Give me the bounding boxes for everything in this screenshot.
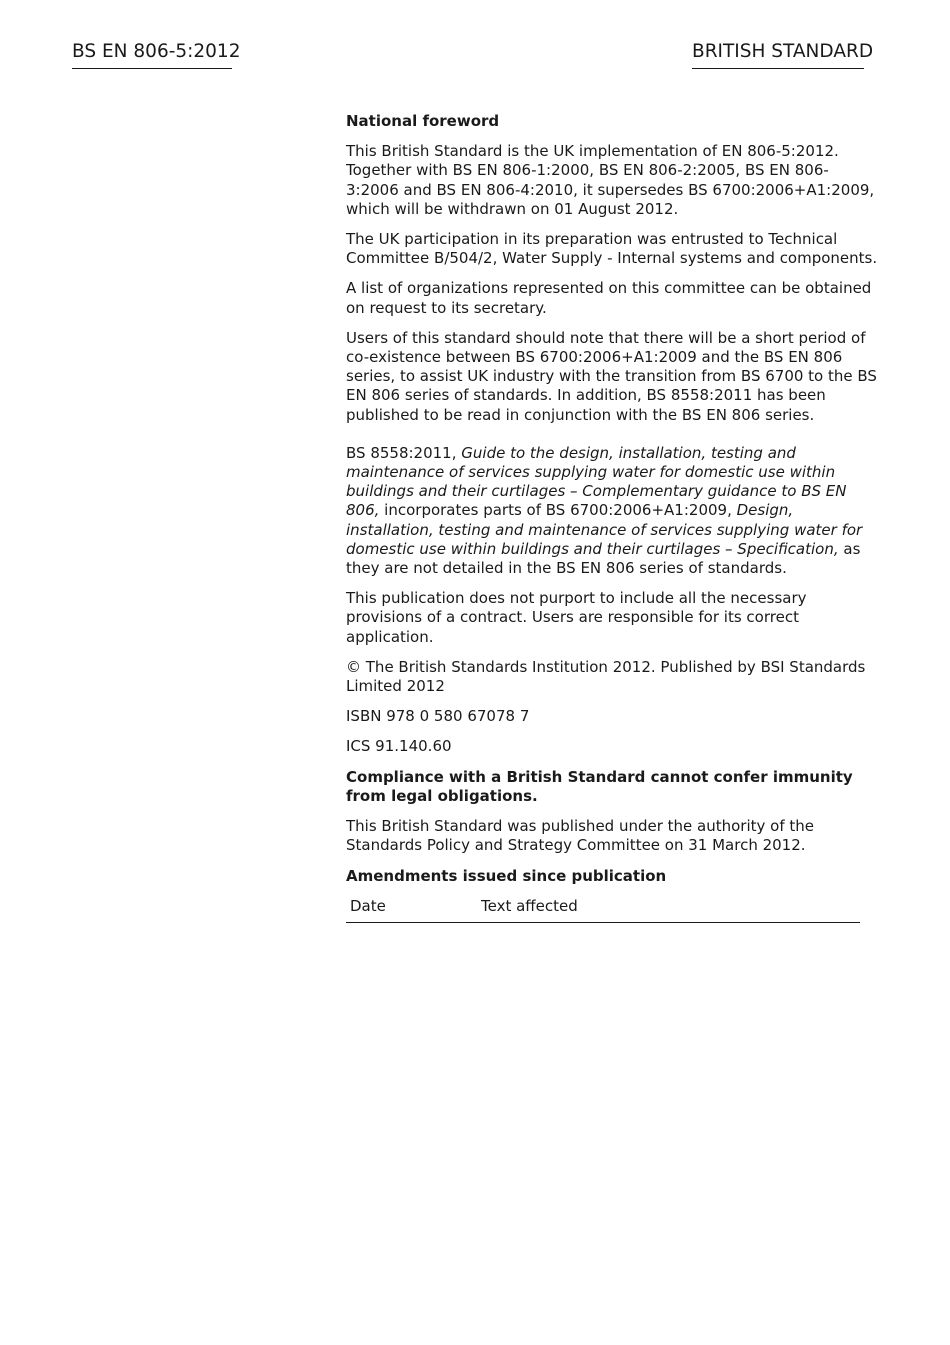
foreword-title: National foreword: [346, 112, 500, 130]
foreword-paragraph-coexistence: Users of this standard should note that there will be a short period of co-existence between BS 6700:2006+A1:2009 and the BS EN 806 series, to assist UK industry with the transition from BS 6700 to the BS EN 806 series of standards. In addition, BS 8558:2011 has been published to be read in conjunction with the BS EN 806 series.: [346, 328, 877, 424]
amendments-title: Amendments issued since publication: [346, 866, 667, 885]
authority-statement: This British Standard was published under the authority of the Standards Policy and Strategy Committee on 31 March 2012.: [346, 817, 815, 855]
document-id: BS EN 806-5:2012: [72, 40, 232, 69]
bs8558-text-a: BS 8558:2011,: [346, 443, 462, 462]
bs8558-title-italic: Guide to the design, installation, testing and maintenance of services supplying water for domestic use within buildings and their curtilages – Complementary guidance to BS EN 806,: [346, 443, 847, 520]
ics: ICS 91.140.60: [346, 737, 452, 756]
bs8558-text-c: incorporates parts of BS 6700:2006+A1:2009,: [379, 501, 737, 520]
copyright-notice: © The British Standards Institution 2012. Published by BSI Standards Limited 2012: [346, 657, 866, 696]
national-foreword: [346, 112, 878, 923]
amendments-column-text-affected: Text affected: [477, 897, 860, 923]
amendments-table: [346, 897, 860, 923]
foreword-paragraph-contract: This publication does not purport to include all the necessary provisions of a contract. Users are responsible for its correct application.: [346, 589, 807, 646]
foreword-paragraph-committee: The UK participation in its preparation was entrusted to Technical Committee B/504/2, Water Supply - Internal systems and components.: [346, 230, 878, 268]
foreword-paragraph-implementation: This British Standard is the UK implementation of EN 806-5:2012. Together with BS EN 806-1:2000, BS EN 806-2:2005, BS EN 806-3:2006 and BS EN 806-4:2010, it supersedes BS 6700:2006+A1:2009, which will be withdrawn on 01 August 2012.: [346, 142, 875, 218]
amendments-column-date: Date: [346, 897, 477, 923]
compliance-notice: Compliance with a British Standard cannot confer immunity from legal obligations.: [346, 767, 853, 805]
amendments-header-row: [346, 897, 860, 923]
bs8558-text-e: as they are not detailed in the BS EN 806 series of standards.: [346, 539, 861, 578]
foreword-paragraph-organizations: A list of organizations represented on this committee can be obtained on request to its secretary.: [346, 279, 872, 317]
bs6700-title-italic: Design, installation, testing and maintenance of services supplying water for domestic use within buildings and their curtilages – Specification,: [346, 501, 863, 558]
isbn: ISBN 978 0 580 67078 7: [346, 707, 530, 726]
document-category: BRITISH STANDARD: [692, 40, 864, 69]
foreword-paragraph-bs8558: [346, 444, 878, 578]
